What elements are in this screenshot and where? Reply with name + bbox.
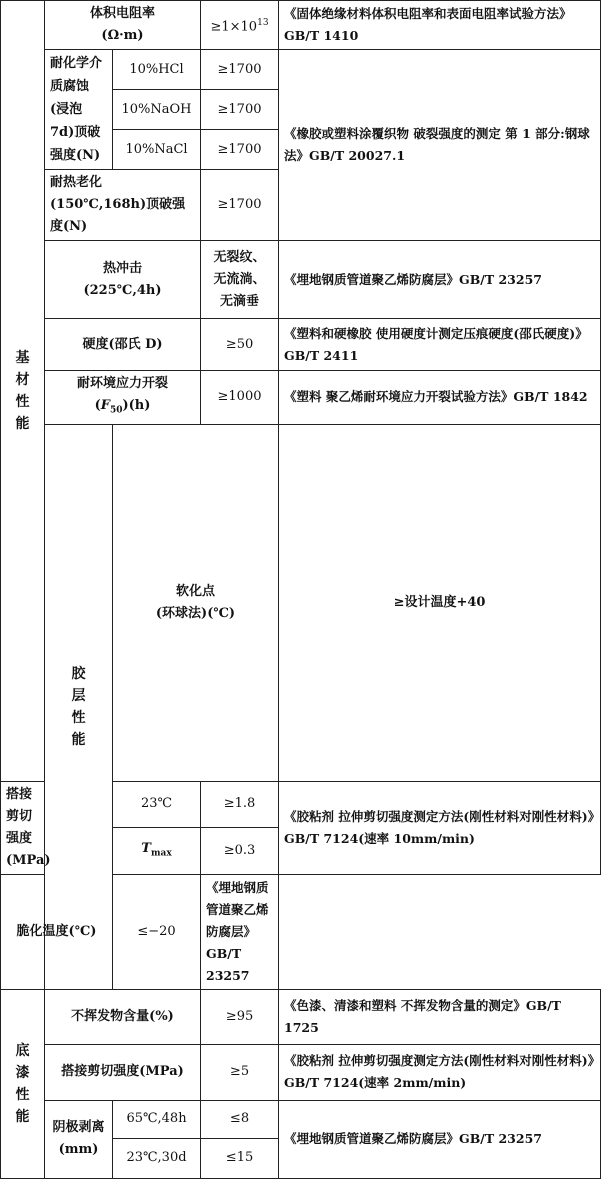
value-cell: ≥1700	[201, 170, 279, 241]
standard-cell: 《胶粘剂 拉伸剪切强度测定方法(刚性材料对刚性材料)》GB/T 7124(速率 2mm/min)	[279, 1044, 601, 1100]
category-base-performance	[1, 1, 45, 782]
item-name: 热冲击	[103, 260, 143, 276]
standard-cell: 《埋地钢质管道聚乙烯防腐层》GB/T 23257	[279, 1100, 601, 1178]
value-cell	[201, 1, 279, 50]
category-char: 性	[71, 709, 86, 726]
category-char: 性	[15, 1086, 30, 1103]
value-cell: ≥1700	[201, 50, 279, 90]
table-row	[1, 371, 601, 425]
sub-condition: 23℃,30d	[113, 1138, 201, 1178]
category-char: 材	[15, 371, 30, 388]
value-exponent: 13	[257, 17, 269, 28]
value-cell: ≥5	[201, 1044, 279, 1100]
table-row	[1, 241, 601, 319]
item-condition: (225℃,4h)	[83, 282, 162, 298]
value-cell: ≥95	[201, 989, 279, 1044]
category-char: 能	[71, 731, 86, 748]
value-cell: ≤8	[201, 1100, 279, 1138]
standard-cell: 《胶粘剂 拉伸剪切强度测定方法(刚性材料对刚性材料)》GB/T 7124(速率 10mm/min)	[279, 781, 601, 874]
category-char: 能	[15, 415, 30, 432]
value-cell: ≥1.8	[201, 781, 279, 828]
item-thermal-shock	[45, 241, 201, 319]
value-cell: ≥设计温度+40	[279, 424, 601, 781]
standard-cell: 《固体绝缘材料体积电阻率和表面电阻率试验方法》GB/T 1410	[279, 1, 601, 50]
category-char: 能	[15, 1108, 30, 1125]
standard-cell: 《埋地钢质管道聚乙烯防腐层》GB/T 23257	[279, 241, 601, 319]
item-cathodic-disbondment: 阴极剥离(mm)	[45, 1100, 113, 1178]
category-char: 性	[15, 393, 30, 410]
symbol-f: F	[100, 398, 110, 413]
standard-cell: 《塑料 聚乙烯耐环境应力开裂试验方法》GB/T 1842	[279, 371, 601, 425]
category-char: 胶	[71, 665, 86, 682]
value-cell: ≥50	[201, 319, 279, 371]
value-cell: ≤15	[201, 1138, 279, 1178]
item-unit: $(F_{50})(h)$	[94, 398, 151, 416]
standard-cell: 《橡胶或塑料涂覆织物 破裂强度的测定 第 1 部分:钢球法》GB/T 20027.1	[279, 50, 601, 241]
table-row	[1, 50, 601, 90]
category-char: 层	[71, 687, 86, 704]
symbol-t: T	[141, 840, 151, 856]
table-row	[1, 424, 601, 781]
sub-condition: 65℃,48h	[113, 1100, 201, 1138]
sub-condition: 10%NaCl	[113, 130, 201, 170]
value-cell: ≥1700	[201, 90, 279, 130]
item-heat-aging: 耐热老化(150℃,168h)顶破强度(N)	[45, 170, 201, 241]
table-row	[1, 1100, 601, 1138]
item-method: (环球法)(℃)	[155, 605, 236, 621]
value-line: 无流淌、	[213, 271, 266, 287]
value-cell: ≥1000	[201, 371, 279, 425]
value-text: ≥1×10	[210, 19, 258, 35]
item-softening-point	[113, 424, 279, 781]
item-primer-lap-shear: 搭接剪切强度(MPa)	[45, 1044, 201, 1100]
item-chemical-resistance: 耐化学介质腐蚀(浸泡 7d)顶破强度(N)	[45, 50, 113, 170]
standard-cell: 《塑料和硬橡胶 使用硬度计测定压痕硬度(邵氏硬度)》GB/T 2411	[279, 319, 601, 371]
item-volume-resistivity	[45, 1, 201, 50]
sub-condition: 10%HCl	[113, 50, 201, 90]
value-cell: ≥0.3	[201, 828, 279, 875]
category-char: 漆	[15, 1064, 30, 1081]
sub-condition: 23℃	[113, 781, 201, 828]
unit-suffix: (h)	[128, 398, 151, 413]
standard-cell: 《色漆、清漆和塑料 不挥发物含量的测定》GB/T 1725	[279, 989, 601, 1044]
sub-condition: 10%NaOH	[113, 90, 201, 130]
table-row	[1, 874, 601, 989]
value-cell: ≥1700	[201, 130, 279, 170]
item-escr	[45, 371, 201, 425]
item-embrittlement: 脆化温度(℃)	[1, 874, 113, 989]
value-line: 无滴垂	[220, 293, 260, 309]
category-char: 基	[15, 349, 30, 366]
symbol-f-sub: 50	[109, 405, 123, 416]
item-unit: (Ω·m)	[101, 28, 144, 43]
item-nonvolatile-content: 不挥发物含量(%)	[45, 989, 201, 1044]
standard-cell: 《埋地钢质管道聚乙烯防腐层》GB/T 23257	[201, 874, 279, 989]
table-row	[1, 989, 601, 1044]
sub-condition	[113, 828, 201, 875]
item-name: 耐环境应力开裂	[77, 376, 169, 391]
table-row	[1, 1044, 601, 1100]
item-name: 软化点	[176, 583, 216, 599]
value-cell: ≤−20	[113, 874, 201, 989]
item-hardness: 硬度(邵氏 D)	[45, 319, 201, 371]
item-lap-shear: 搭接剪切强度(MPa)	[1, 781, 45, 874]
value-cell	[201, 241, 279, 319]
value-line: 无裂纹、	[213, 249, 266, 265]
table-row	[1, 319, 601, 371]
category-char: 底	[15, 1042, 30, 1059]
symbol-t-sub: max	[150, 848, 172, 859]
table-row	[1, 1, 601, 50]
category-primer-performance	[1, 989, 45, 1178]
item-name: 体积电阻率	[90, 6, 156, 21]
